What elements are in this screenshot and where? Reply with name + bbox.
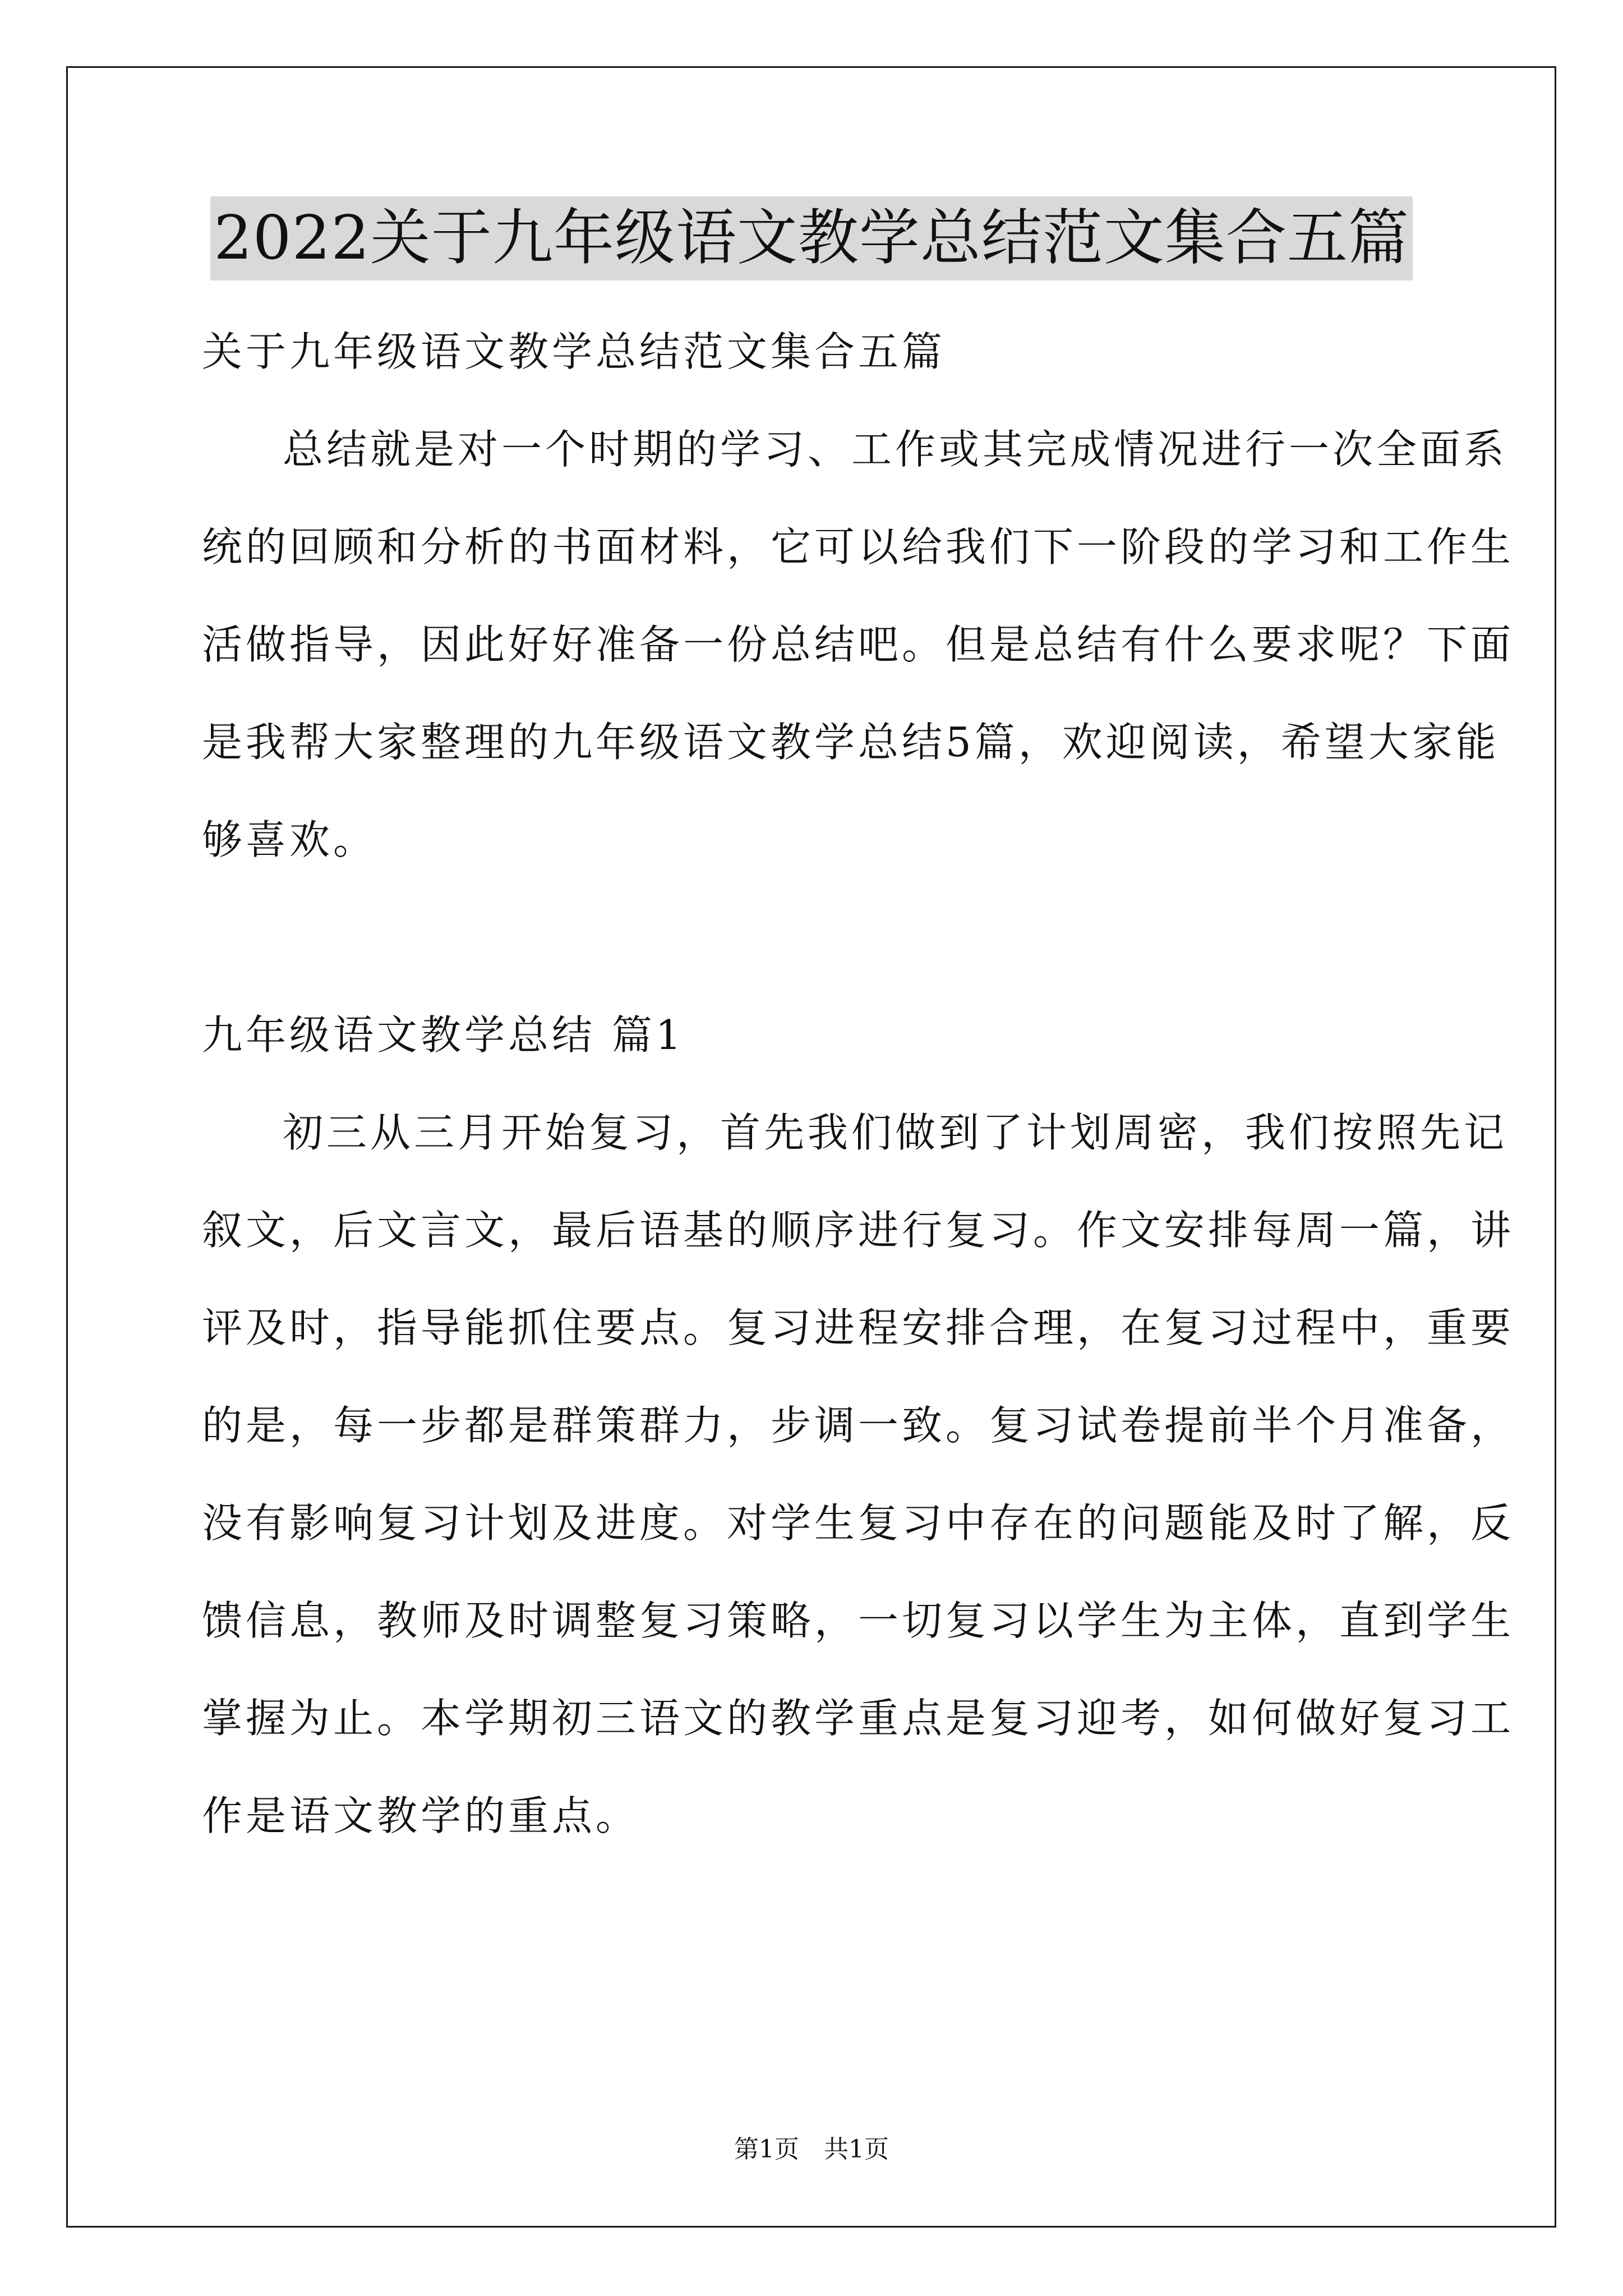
intro-line: 活做指导，因此好好准备一份总结吧。但是总结有什么要求呢？下面 [202,621,1515,668]
intro-line: 总结就是对一个时期的学习、工作或其完成情况进行一次全面系 [283,426,1508,473]
section-line: 馈信息，教师及时调整复习策略，一切复习以学生为主体，直到学生 [202,1597,1515,1644]
section-line: 评及时，指导能抓住要点。复习进程安排合理，在复习过程中，重要 [202,1304,1515,1351]
document-subtitle: 关于九年级语文教学总结范文集合五篇 [202,328,946,375]
section-line: 的是，每一步都是群策群力，步调一致。复习试卷提前半个月准备， [202,1402,1515,1449]
intro-line: 够喜欢。 [202,816,377,863]
intro-line: 统的回顾和分析的书面材料，它可以给我们下一阶段的学习和工作生 [202,523,1515,570]
section-heading: 九年级语文教学总结 篇1 [202,1011,685,1059]
document-title: 2022关于九年级语文教学总结范文集合五篇 [210,196,1413,280]
page-footer: 第1页 共1页 [734,2135,889,2164]
document-body [202,303,1515,1865]
section-line: 没有影响复习计划及进度。对学生复习中存在的问题能及时了解，反 [202,1499,1515,1547]
paragraph-gap [202,889,1430,986]
section-line: 叙文，后文言文，最后语基的顺序进行复习。作文安排每周一篇，讲 [202,1207,1515,1254]
section-line: 掌握为止。本学期初三语文的教学重点是复习迎考，如何做好复习工 [202,1695,1515,1742]
title-container [0,196,1623,280]
section-line: 初三从三月开始复习，首先我们做到了计划周密，我们按照先记 [283,1109,1508,1156]
intro-line: 是我帮大家整理的九年级语文教学总结5篇，欢迎阅读，希望大家能 [202,719,1500,766]
section-line: 作是语文教学的重点。 [202,1792,640,1839]
